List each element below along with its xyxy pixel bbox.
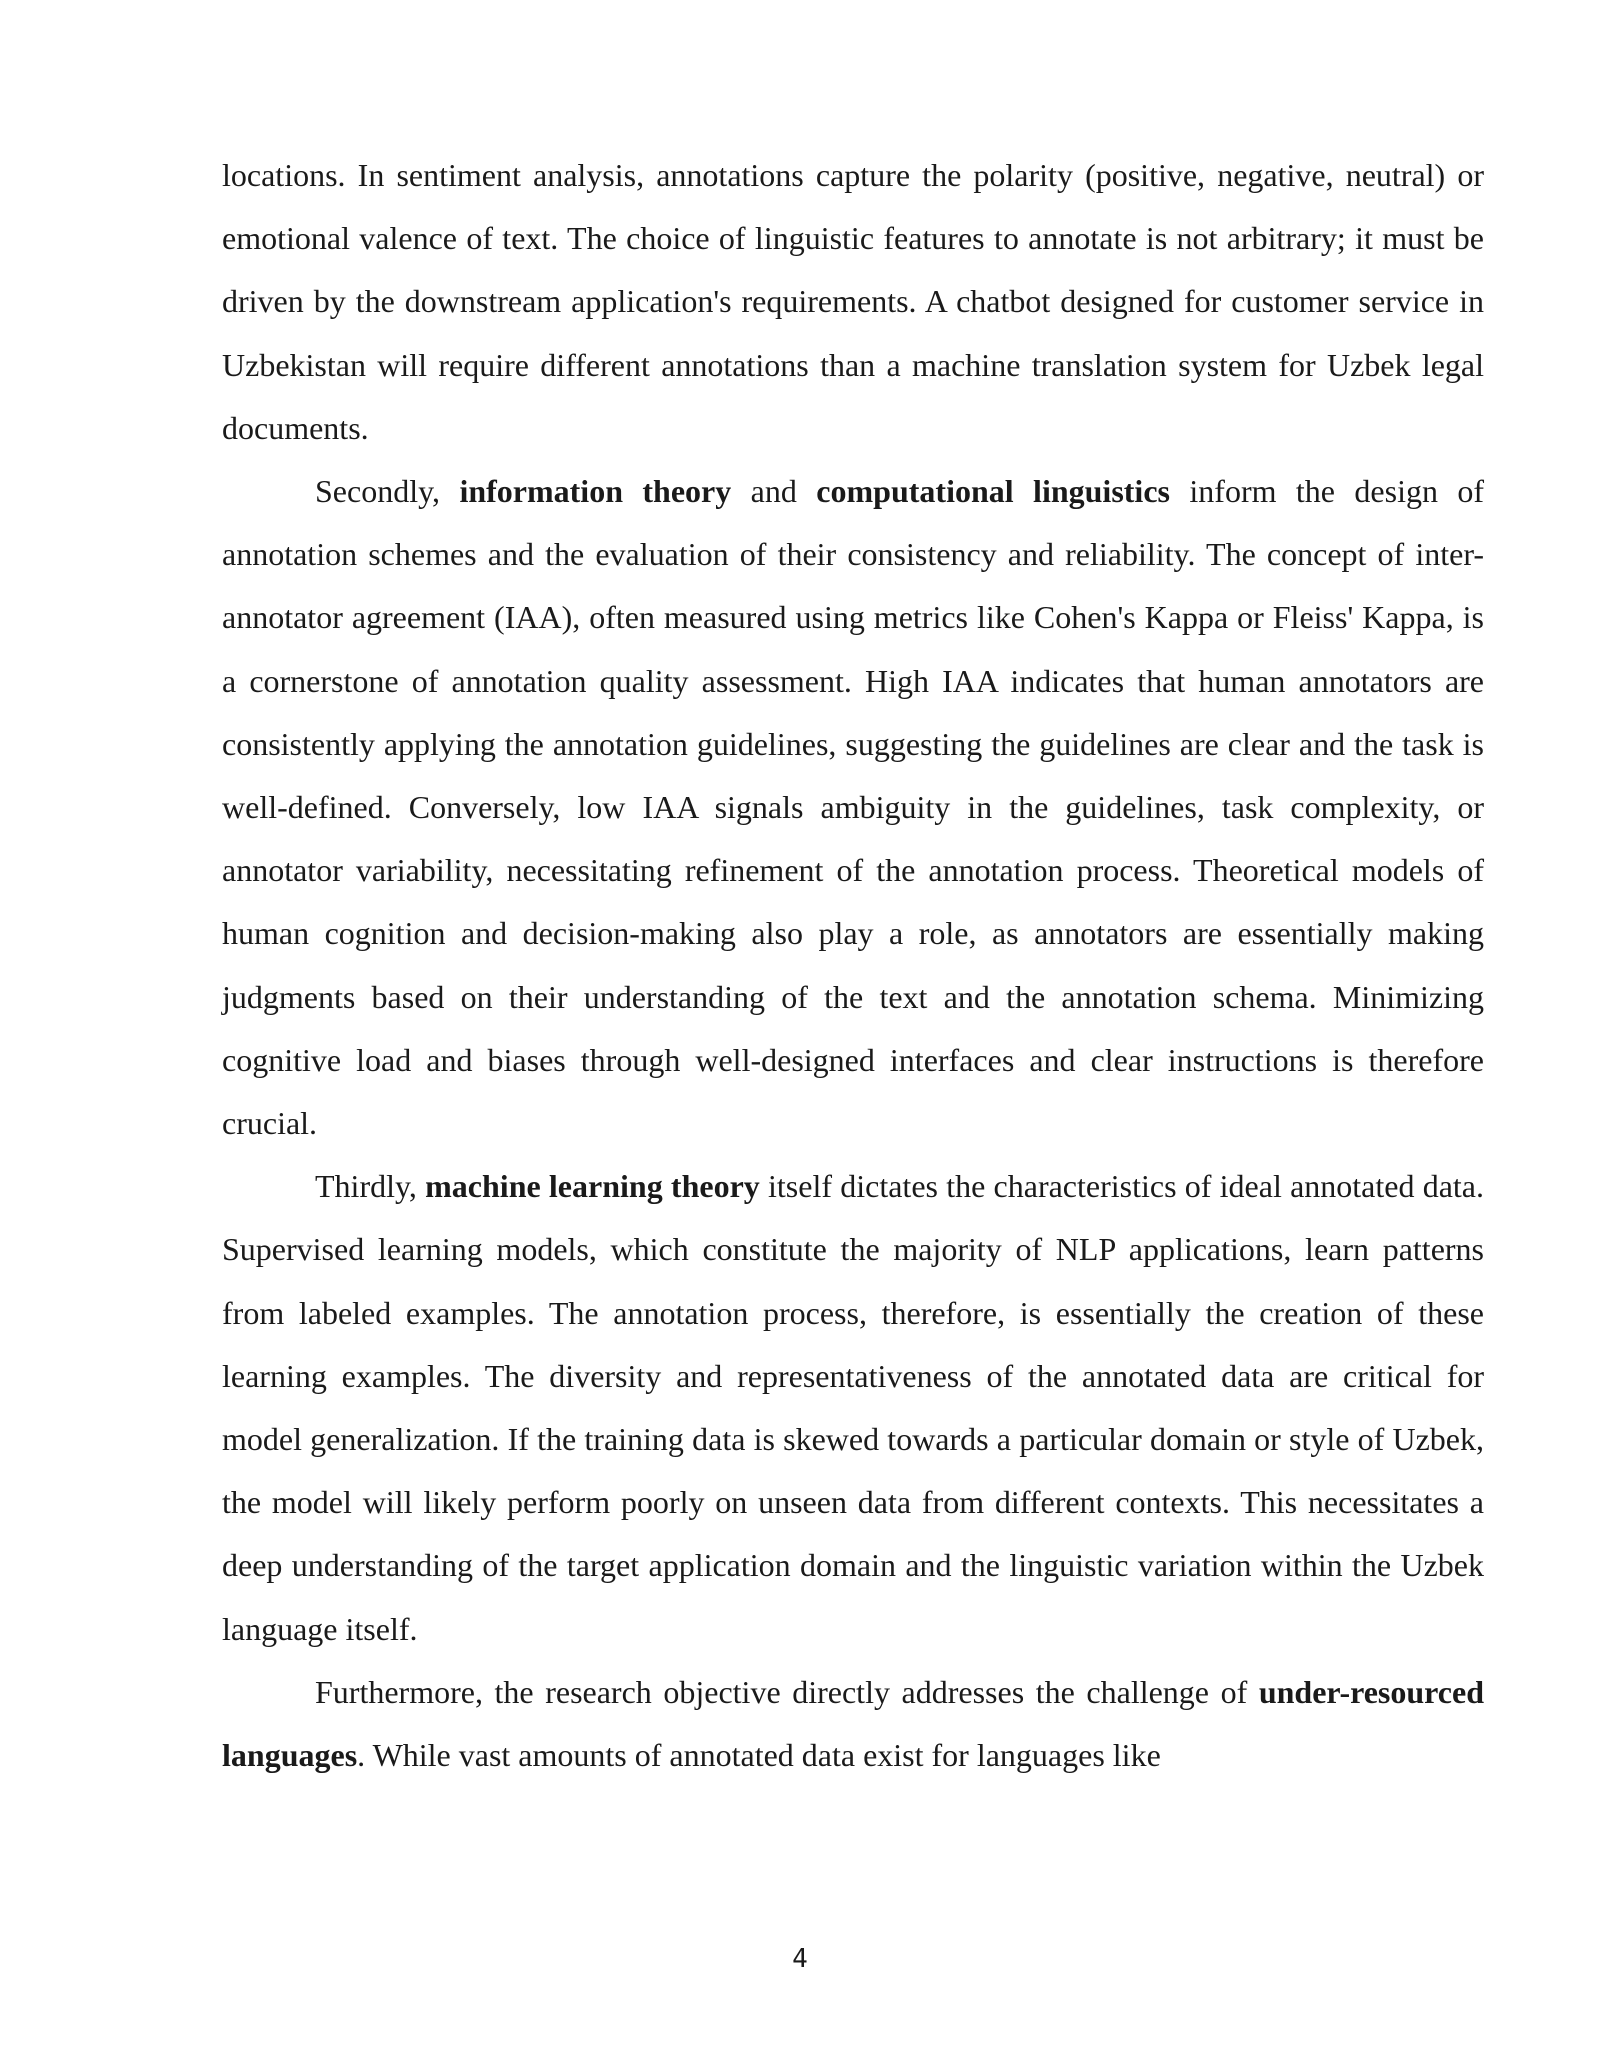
text-run: Thirdly,	[315, 1168, 426, 1205]
paragraph-thirdly	[222, 1155, 1484, 1661]
paragraph-furthermore	[222, 1661, 1484, 1787]
bold-term-under-resourced-languages: under-resourced languages	[222, 1673, 1484, 1774]
text-run: Furthermore, the research objective directly addresses the challenge of	[315, 1673, 1259, 1710]
text-run: Secondly,	[315, 473, 460, 510]
bold-term-machine-learning-theory: machine learning theory	[425, 1168, 760, 1205]
bold-term-computational-linguistics: computational linguistics	[816, 473, 1170, 510]
text-run: locations. In sentiment analysis, annotations capture the polarity (positive, negative, neutral) or emotional valence of text. The choice of linguistic features to annotate is not arbitrary; it must be driven by the downstream application's requirements. A chatbot designed for customer service in Uzbekistan will require different annotations than a machine translation system for Uzbek legal documents.	[222, 157, 1484, 446]
paragraph-secondly	[222, 460, 1484, 1155]
page-number: 4	[792, 1944, 808, 1974]
body-text	[222, 144, 1484, 1787]
bold-term-information-theory: information theory	[459, 473, 732, 510]
text-run: itself dictates the characteristics of ideal annotated data. Supervised learning models, which constitute the majority of NLP applications, learn patterns from labeled examples. The annotation process, therefore, is essentially the creation of these learning examples. The diversity and representativeness of the annotated data are critical for model generalization. If the training data is skewed towards a particular domain or style of Uzbek, the model will likely perform poorly on unseen data from different contexts. This necessitates a deep understanding of the target application domain and the linguistic variation within the Uzbek language itself.	[222, 1168, 1485, 1647]
text-run: . While vast amounts of annotated data exist for languages like	[357, 1737, 1161, 1774]
paragraph-locations	[222, 144, 1484, 460]
text-run: inform the design of annotation schemes and the evaluation of their consistency and reliability. The concept of inter-annotator agreement (IAA), often measured using metrics like Cohen's Kappa or Fleiss' Kappa, is a cornerstone of annotation quality assessment. High IAA indicates that human annotators are consistently applying the annotation guidelines, suggesting the guidelines are clear and the task is well-defined. Conversely, low IAA signals ambiguity in the guidelines, task complexity, or annotator variability, necessitating refinement of the annotation process. Theoretical models of human cognition and decision-making also play a role, as annotators are essentially making judgments based on their understanding of the text and the annotation schema. Minimizing cognitive load and biases through well-designed interfaces and clear instructions is therefore crucial.	[222, 473, 1485, 1142]
text-run: and	[731, 473, 817, 510]
